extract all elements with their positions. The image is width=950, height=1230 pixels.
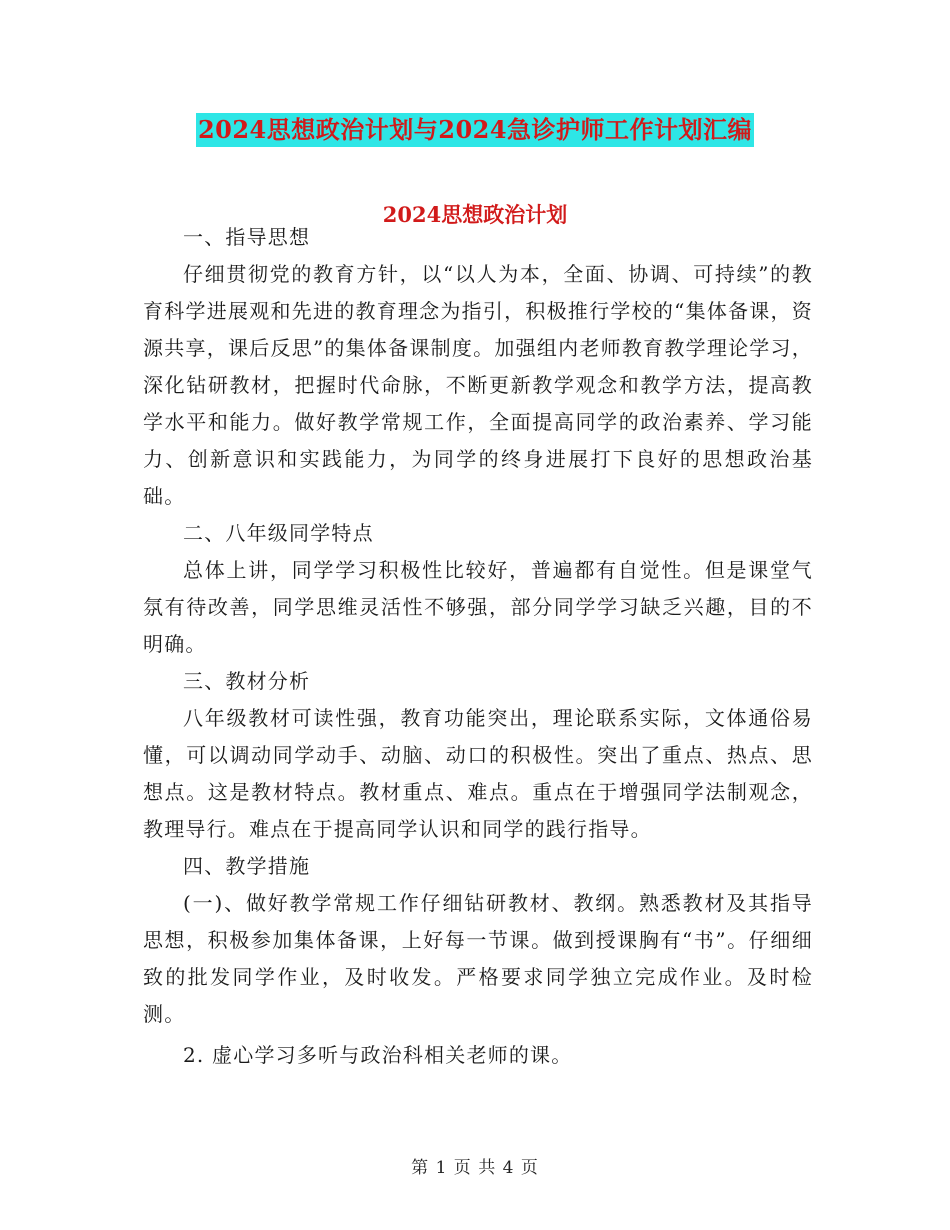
- heading-textbook-analysis: 三、教材分析: [183, 669, 311, 693]
- page-footer: 第 1 页 共 4 页: [411, 1158, 539, 1178]
- heading-teaching-measures: 四、教学措施: [183, 854, 311, 878]
- paragraph-guiding-thought: 仔细贯彻党的教育方针，以“以人为本，全面、协调、可持续”的教育科学进展观和先进的教育理念为指引，积极推行学校的“集体备课，资源共享，课后反思”的集体备课制度。加强组内老师教育教学理论学习，深化钻研教材，把握时代命脉，不断更新教学观念和教学方法，提高教学水平和能力。做好教学常规工作，全面提高同学的政治素养、学习能力、创新意识和实践能力，为同学的终身进展打下良好的思想政治基础。: [143, 262, 813, 508]
- paragraph-teaching-measures-1: (一)、做好教学常规工作仔细钻研教材、教纲。熟悉教材及其指导思想，积极参加集体备课，上好每一节课。做到授课胸有“书”。仔细细致的批发同学作业，及时收发。严格要求同学独立完成作业。及时检测。: [143, 891, 813, 1026]
- paragraph-teaching-measures-2: 2. 虚心学习多听与政治科相关老师的课。: [183, 1043, 573, 1067]
- document-body: [143, 219, 813, 1074]
- section-title: 2024思想政治计划: [382, 202, 568, 227]
- heading-student-characteristics: 二、八年级同学特点: [183, 521, 374, 545]
- document-title: 2024思想政治计划与2024急诊护师工作计划汇编: [196, 113, 754, 147]
- document-title-container: [0, 113, 950, 147]
- paragraph-student-characteristics: 总体上讲，同学学习积极性比较好，普遍都有自觉性。但是课堂气氛有待改善，同学思维灵活性不够强，部分同学学习缺乏兴趣，目的不明确。: [143, 558, 813, 656]
- heading-guiding-thought: 一、指导思想: [183, 225, 311, 249]
- paragraph-textbook-analysis: 八年级教材可读性强，教育功能突出，理论联系实际，文体通俗易懂，可以调动同学动手、动脑、动口的积极性。突出了重点、热点、思想点。这是教材特点。教材重点、难点。重点在于增强同学法制观念，教理导行。难点在于提高同学认识和同学的践行指导。: [143, 706, 813, 841]
